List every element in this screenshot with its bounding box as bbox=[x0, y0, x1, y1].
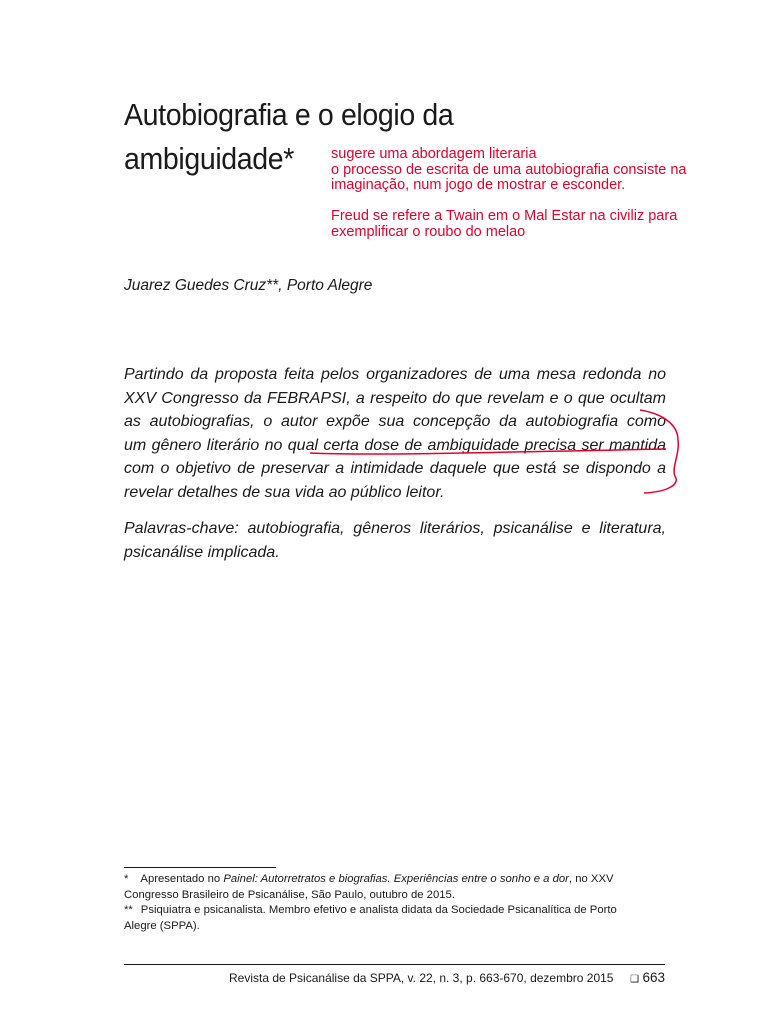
footer-rule bbox=[124, 964, 665, 965]
footnote-rule bbox=[124, 867, 276, 868]
annotation-line: exemplificar o roubo do melao bbox=[331, 223, 526, 240]
annotation-line: o processo de escrita de uma autobiografia consiste na bbox=[331, 161, 687, 178]
abstract-line: um gênero literário no qual certa dose de ambiguidade precisa ser mantida bbox=[124, 436, 666, 454]
annotation-note-1 bbox=[331, 147, 731, 194]
abstract-line: revelar detalhes de sua vida ao público leitor. bbox=[124, 483, 445, 501]
abstract-line: as autobiografias, o autor expõe sua concepção da autobiografia como bbox=[124, 413, 666, 431]
abstract-line: Partindo da proposta feita pelos organizadores de uma mesa redonda no bbox=[124, 366, 666, 383]
keywords-line: psicanálise implicada. bbox=[124, 543, 280, 561]
keywords bbox=[124, 517, 666, 564]
footnote-text: Congresso Brasileiro de Psicanálise, São Paulo, outubro de 2015. bbox=[124, 888, 455, 901]
footnote-2 bbox=[124, 903, 669, 934]
page-number: 663 bbox=[642, 970, 665, 985]
abstract-line: com o objetivo de preservar a intimidade daquele que está se dispondo a bbox=[124, 460, 666, 478]
footnote-text: , no XXV bbox=[568, 873, 614, 885]
footnote-mark: * bbox=[124, 873, 129, 885]
footnote-text: Psiquiatra e psicanalista. Membro efetivo e analista didata da Sociedade Psicanalítica de Porto bbox=[140, 904, 617, 916]
title-line-1: Autobiografia e o elogio da bbox=[124, 97, 454, 132]
journal-citation: Revista de Psicanálise da SPPA, v. 22, n. 3, p. 663-670, dezembro 2015 bbox=[229, 971, 614, 985]
annotation-note-2 bbox=[331, 209, 731, 240]
footnote-text: Apresentado no bbox=[140, 873, 224, 885]
title-line-2: ambiguidade* bbox=[124, 141, 295, 176]
page-footer bbox=[229, 970, 665, 985]
footnote-1 bbox=[124, 872, 669, 903]
red-pen-markup bbox=[300, 400, 700, 500]
annotation-line: imaginação, num jogo de mostrar e esconder. bbox=[331, 177, 626, 193]
author-line: Juarez Guedes Cruz**, Porto Alegre bbox=[124, 277, 373, 294]
box-icon: ❑ bbox=[630, 974, 640, 985]
annotation-line: Freud se refere a Twain em o Mal Estar na civiliz para bbox=[331, 208, 678, 224]
annotation-line: sugere uma abordagem literaria bbox=[331, 146, 537, 162]
footnote-italic-text: Painel: Autorretratos e biografias. Experiências entre o sonho e a dor bbox=[223, 873, 569, 885]
abstract-line: XXV Congresso da FEBRAPSI, a respeito do que revelam e o que ocultam bbox=[124, 389, 666, 407]
red-underline bbox=[310, 449, 666, 454]
red-bracket bbox=[640, 410, 678, 493]
footnote-mark: ** bbox=[124, 904, 133, 916]
keywords-line: Palavras-chave: autobiografia, gêneros literários, psicanálise e literatura, bbox=[124, 520, 666, 537]
footnote-text: Alegre (SPPA). bbox=[124, 919, 200, 932]
